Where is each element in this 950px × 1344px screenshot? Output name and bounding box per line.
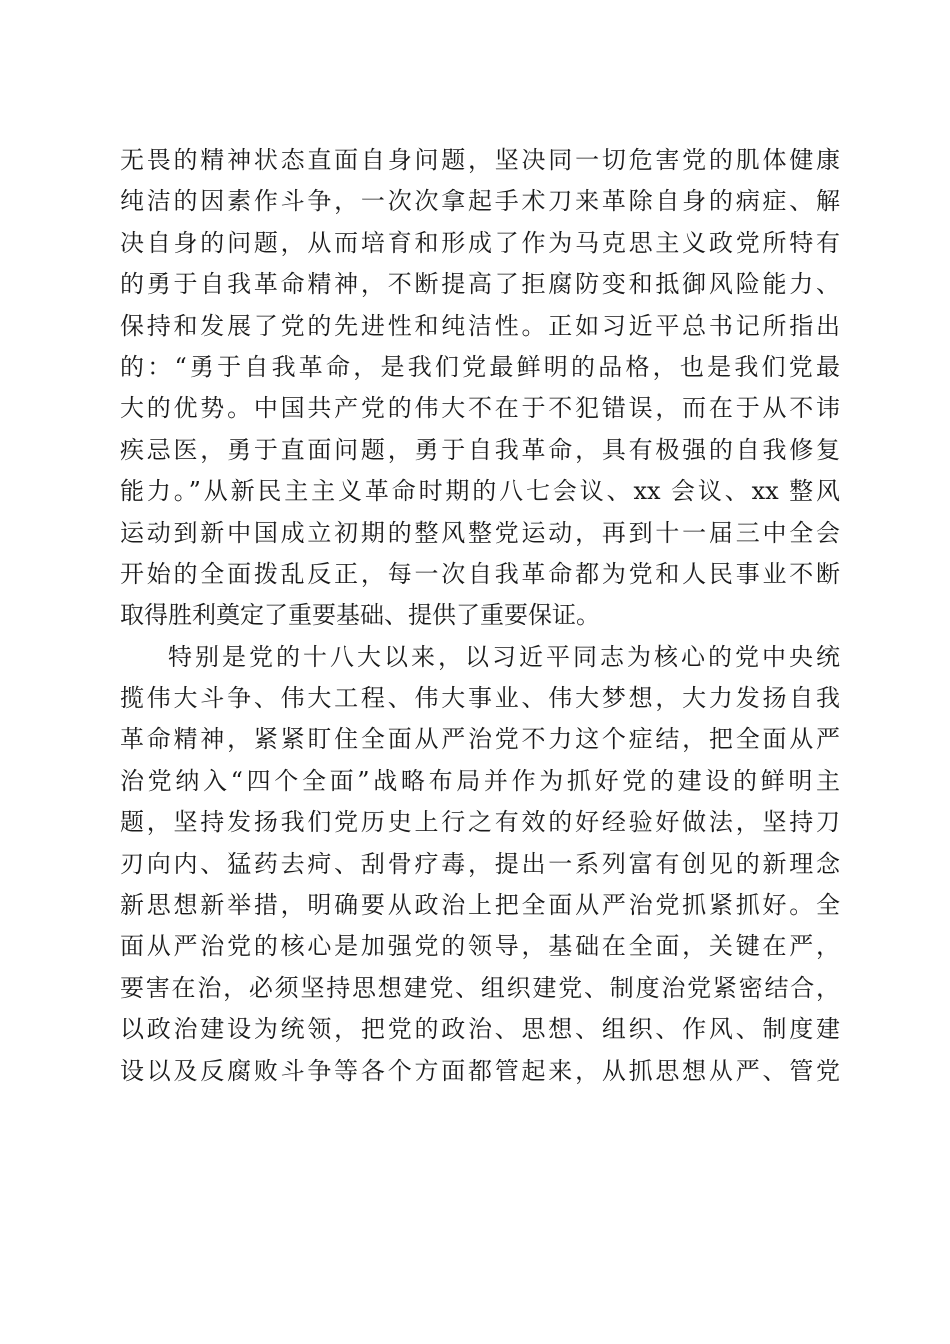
text-line: 新思想新举措，明确要从政治上把全面从严治党抓紧抓好。全 [120, 891, 840, 920]
text-line: 的勇于自我革命精神，不断提高了拒腐防变和抵御风险能力、 [120, 270, 840, 299]
paragraph-end-line: 取得胜利奠定了重要基础、提供了重要保证。 [120, 601, 600, 630]
text-line: 治党纳入“四个全面”战略布局并作为抓好党的建设的鲜明主 [120, 766, 840, 795]
text-line: 设以及反腐败斗争等各个方面都管起来，从抓思想从严、管党 [120, 1056, 840, 1085]
text-line: 革命精神，紧紧盯住全面从严治党不力这个症结，把全面从严 [120, 725, 840, 754]
text-line: 的：“勇于自我革命，是我们党最鲜明的品格，也是我们党最 [120, 352, 840, 381]
document-body [120, 140, 840, 1092]
text-line: 刃向内、猛药去疴、刮骨疗毒，提出一系列富有创见的新理念 [120, 849, 840, 878]
text-line: 疾忌医，勇于直面问题，勇于自我革命，具有极强的自我修复 [120, 435, 840, 464]
text-line: 大的优势。中国共产党的伟大不在于不犯错误，而在于从不讳 [120, 394, 840, 423]
text-line: 要害在治，必须坚持思想建党、组织建党、制度治党紧密结合， [120, 973, 840, 1002]
text-line: 题，坚持发扬我们党历史上行之有效的好经验好做法，坚持刀 [120, 808, 840, 837]
text-line: 纯洁的因素作斗争，一次次拿起手术刀来革除自身的病症、解 [120, 187, 840, 216]
text-line: 面从严治党的核心是加强党的领导，基础在全面，关键在严， [120, 932, 840, 961]
paragraph-start-line: 特别是党的十八大以来，以习近平同志为核心的党中央统 [168, 642, 840, 671]
text-line: 保持和发展了党的先进性和纯洁性。正如习近平总书记所指出 [120, 311, 840, 340]
text-line: 能力。”从新民主主义革命时期的八七会议、xx 会议、xx 整风 [120, 477, 840, 506]
text-line: 无畏的精神状态直面自身问题，坚决同一切危害党的肌体健康 [120, 146, 840, 174]
text-line: 开始的全面拨乱反正，每一次自我革命都为党和人民事业不断 [120, 559, 840, 588]
text-line: 决自身的问题，从而培育和形成了作为马克思主义政党所特有 [120, 228, 840, 257]
text-line: 以政治建设为统领，把党的政治、思想、组织、作风、制度建 [120, 1015, 840, 1044]
text-line: 运动到新中国成立初期的整风整党运动，再到十一届三中全会 [120, 518, 840, 547]
text-line: 揽伟大斗争、伟大工程、伟大事业、伟大梦想，大力发扬自我 [120, 684, 840, 713]
